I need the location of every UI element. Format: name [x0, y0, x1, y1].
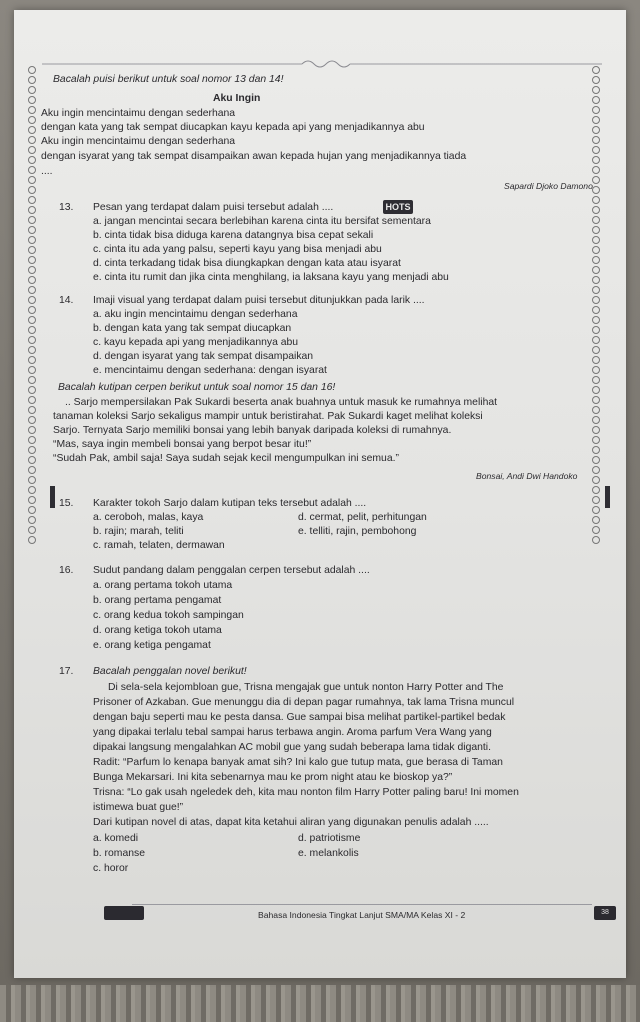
question-number: 15.	[59, 498, 74, 509]
story-line: “Mas, saya ingin membeli bonsai yang berpot besar itu!”	[53, 439, 312, 450]
question-number: 16.	[59, 565, 74, 576]
poem-line: Aku ingin mencintaimu dengan sederhana	[41, 108, 236, 119]
answer-option: d. patriotisme	[298, 833, 361, 844]
answer-option: b. cinta tidak bisa diduga karena datangnya bisa cepat sekali	[93, 230, 374, 241]
decorative-top-border	[42, 57, 602, 71]
novel-line: yang dipakai terlalu tebal sampai harus terbawa angin. Aroma parfum Vera Wang yang	[93, 727, 492, 738]
answer-option: e. mencintaimu dengan sederhana: dengan isyarat	[93, 365, 327, 376]
poem-author: Sapardi Djoko Damono	[504, 181, 593, 191]
answer-option: d. dengan isyarat yang tak sempat disampaikan	[93, 351, 314, 362]
question-number: 17.	[59, 666, 74, 677]
answer-option: a. komedi	[93, 833, 139, 844]
poem-line: dengan isyarat yang tak sempat disampaikan awan kepada hujan yang menjadikannya tiada	[41, 151, 467, 162]
poem-ellipsis: ....	[41, 166, 53, 177]
story-line: Sarjo. Ternyata Sarjo memiliki bonsai yang lebih banyak daripada koleksi di rumahnya.	[53, 425, 452, 436]
page-number: 38	[594, 906, 616, 920]
question-instruction: Bacalah penggalan novel berikut!	[93, 666, 247, 677]
story-source: Bonsai, Andi Dwi Handoko	[476, 471, 578, 481]
answer-option: d. cinta terkadang tidak bisa diungkapkan dengan kata atau isyarat	[93, 258, 401, 269]
question-text: Sudut pandang dalam penggalan cerpen tersebut adalah ....	[93, 565, 370, 576]
poem-title: Aku Ingin	[213, 93, 261, 104]
answer-option: e. orang ketiga pengamat	[93, 640, 211, 651]
question-text: Imaji visual yang terdapat dalam puisi tersebut ditunjukkan pada larik ....	[93, 295, 425, 306]
question-text: Dari kutipan novel di atas, dapat kita ketahui aliran yang digunakan penulis adalah .....	[93, 817, 489, 828]
novel-line: Di sela-sela kejombloan gue, Trisna mengajak gue untuk nonton Harry Potter and The	[108, 682, 504, 693]
story-line: “Sudah Pak, ambil saja! Saya sudah sejak kecil mengumpulkan ini semua.”	[53, 453, 399, 464]
question-text: Pesan yang terdapat dalam puisi tersebut adalah ....	[93, 202, 334, 213]
answer-option: b. dengan kata yang tak sempat diucapkan	[93, 323, 292, 334]
right-ring-binding-icon	[592, 66, 602, 546]
answer-option: c. kayu kepada api yang menjadikannya abu	[93, 337, 299, 348]
answer-option: d. orang ketiga tokoh utama	[93, 625, 222, 636]
answer-option: c. ramah, telaten, dermawan	[93, 540, 225, 551]
left-ring-binding-icon	[28, 66, 38, 546]
question-number: 14.	[59, 295, 74, 306]
answer-option: a. jangan mencintai secara berlebihan karena cinta itu bersifat sementara	[93, 216, 431, 227]
answer-option: c. orang kedua tokoh sampingan	[93, 610, 244, 621]
worksheet-page	[14, 10, 626, 978]
question-text: Karakter tokoh Sarjo dalam kutipan teks tersebut adalah ....	[93, 498, 367, 509]
answer-option: e. cinta itu rumit dan jika cinta menghilang, ia laksana kayu yang menjadi abu	[93, 272, 449, 283]
answer-option: e. melankolis	[298, 848, 359, 859]
margin-tab-left	[50, 486, 55, 508]
floor-texture	[0, 985, 640, 1022]
answer-option: b. orang pertama pengamat	[93, 595, 222, 606]
answer-option: d. cermat, pelit, perhitungan	[298, 512, 427, 523]
question-number: 13.	[59, 202, 74, 213]
novel-line: Prisoner of Azkaban. Gue menunggu dia di depan pagar rumahnya, tak lama Trisna muncul	[93, 697, 515, 708]
novel-line: Trisna: “Lo gak usah ngeledek deh, kita mau nonton film Harry Potter paling baru! Ini momen	[93, 787, 519, 798]
footer-rule	[132, 904, 592, 905]
novel-line: dipakai langsung mengalahkan AC mobil gue yang sudah beberapa lama tidak diganti.	[93, 742, 492, 753]
answer-option: a. ceroboh, malas, kaya	[93, 512, 204, 523]
answer-option: a. orang pertama tokoh utama	[93, 580, 233, 591]
poem-line: dengan kata yang tak sempat diucapkan kayu kepada api yang menjadikannya abu	[41, 122, 425, 133]
story-line: tanaman koleksi Sarjo sekaligus mampir untuk beristirahat. Pak Sukardi kaget melihat koleksi	[53, 411, 483, 422]
answer-option: c. horor	[93, 863, 129, 874]
novel-line: Radit: “Parfum lo kenapa banyak amat sih? Ini kalo gue tutup mata, gue berasa di Taman	[93, 757, 503, 768]
answer-option: b. rajin; marah, teliti	[93, 526, 184, 537]
answer-option: e. telliti, rajin, pembohong	[298, 526, 417, 537]
footer-left-tab	[104, 906, 144, 920]
margin-tab-right	[605, 486, 610, 508]
hots-badge: HOTS	[383, 200, 413, 214]
novel-line: dengan baju seperti mau ke pesta dansa. Gue sampai bisa melihat partikel-partikel bedak	[93, 712, 506, 723]
instruction-story: Bacalah kutipan cerpen berikut untuk soal nomor 15 dan 16!	[58, 382, 336, 393]
poem-line: Aku ingin mencintaimu dengan sederhana	[41, 136, 236, 147]
answer-option: b. romanse	[93, 848, 145, 859]
answer-option: a. aku ingin mencintaimu dengan sederhana	[93, 309, 298, 320]
novel-line: Bunga Mekarsari. Ini kita sebenarnya mau ke prom night atau ke bioskop ya?”	[93, 772, 453, 783]
instruction-poem: Bacalah puisi berikut untuk soal nomor 13 dan 14!	[53, 74, 284, 85]
footer-text: Bahasa Indonesia Tingkat Lanjut SMA/MA Kelas XI - 2	[258, 910, 466, 920]
novel-line: istimewa buat gue!”	[93, 802, 184, 813]
story-line: .. Sarjo mempersilakan Pak Sukardi beserta anak buahnya untuk masuk ke rumahnya melihat	[65, 397, 498, 408]
answer-option: c. cinta itu ada yang palsu, seperti kayu yang bisa menjadi abu	[93, 244, 382, 255]
